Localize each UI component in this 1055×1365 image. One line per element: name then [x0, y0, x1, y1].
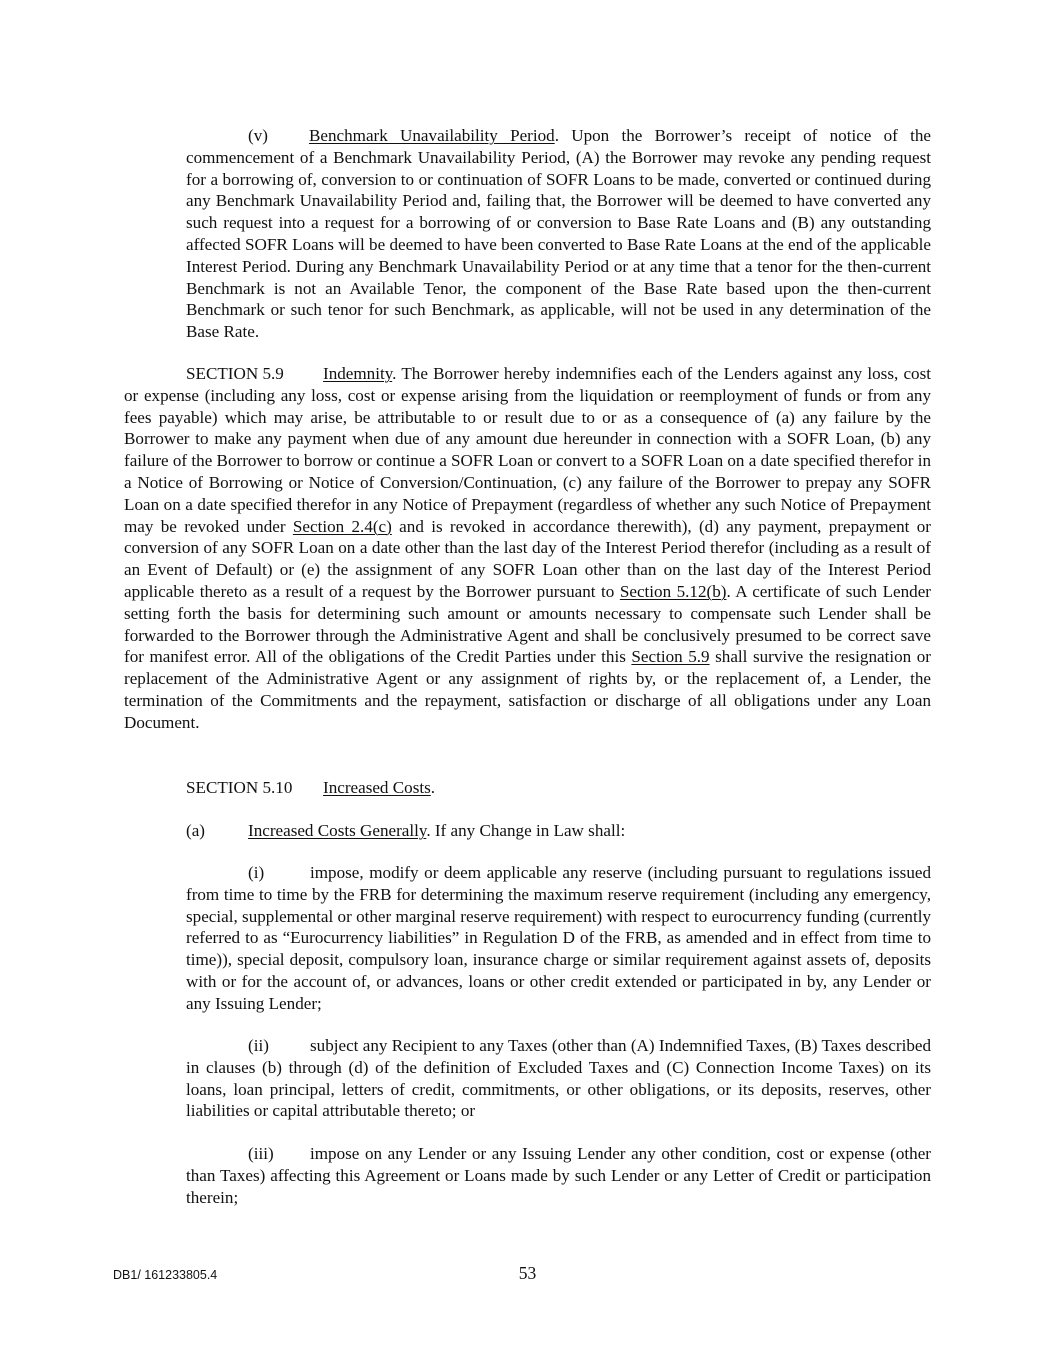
paragraph-label: (ii)	[248, 1036, 269, 1055]
section-label: SECTION 5.9	[186, 364, 284, 383]
paragraph-v	[186, 125, 931, 343]
section-text: . A certificate of such Lender setting forth the basis for determining such amount or amounts necessary to compensate such Lender shall be forwarded to the Borrower through the Administrative Agent and shall be conclusively presumed to be correct save for manifest error. All of the obligations of the Credit Parties under this	[124, 581, 931, 667]
section-text: and is revoked in accordance therewith), (d) any payment, prepayment or conversion of any SOFR Loan on a date other than the last day of the Interest Period therefor (including as a result of an Event of Default) or (e) the assignment of any SOFR Loan other than on the last day of the Interest Period applicable thereto as a result of a request by the Borrower pursuant to	[124, 516, 932, 601]
paragraph-text: impose on any Lender or any Issuing Lender any other condition, cost or expense (other than Taxes) affecting this Agreement or Loans made by such Lender or any Letter of Credit or participation therein;	[186, 1144, 931, 1207]
paragraph-ii	[186, 1035, 931, 1122]
paragraph-label: (i)	[248, 863, 265, 882]
section-text: shall survive the resignation or replacement of the Administrative Agent or any assignment of rights by, or the replacement of, a Lender, the termination of the Commitments and the repayment, satisfaction or discharge of all obligations under any Loan Document.	[124, 647, 931, 732]
paragraph-title: Increased Costs Generally	[248, 821, 427, 840]
section-title-period: .	[430, 778, 436, 797]
cross-reference: Section 2.4(c)	[292, 516, 392, 536]
paragraph-a	[186, 820, 625, 842]
document-id: DB1/ 161233805.4	[113, 1268, 218, 1282]
section-title: Increased Costs	[323, 778, 431, 797]
paragraph-text: . Upon the Borrower’s receipt of notice of the commencement of a Benchmark Unavailability Period, (A) the Borrower may revoke any pending request for a borrowing of, conversion to or continuation of SOFR Loans to be made, converted or continued during any Benchmark Unavailability Period and, failing that, the Borrower will be deemed to have converted any such request into a request for a borrowing of or conversion to Base Rate Loans and (B) any outstanding affected SOFR Loans will be deemed to have been converted to Base Rate Loans at the end of the applicable Interest Period. During any Benchmark Unavailability Period or at any time that a tenor for the then-current Benchmark is not an Available Tenor, the component of the Base Rate based upon the then-current Benchmark or such tenor for such Benchmark, as applicable, will not be used in any determination of the Base Rate.	[186, 126, 931, 342]
paragraph-i	[186, 862, 931, 1015]
paragraph-iii	[186, 1143, 931, 1208]
section-5-9	[124, 363, 931, 734]
paragraph-text: impose, modify or deem applicable any reserve (including pursuant to regulations issued from time to time by the FRB for determining the maximum reserve requirement (including any emergency, special, supplemental or other marginal reserve requirement) with respect to eurocurrency funding (currently referred to as “Eurocurrency liabilities” in Regulation D of the FRB, as amended and in effect from time to time)), special deposit, compulsory loan, insurance charge or similar requirement against assets of, deposits with or for the account of, or advances, loans or other credit extended or participated in by, any Lender or any Issuing Lender;	[186, 863, 931, 1013]
section-label: SECTION 5.10	[186, 778, 293, 797]
paragraph-label: (iii)	[248, 1144, 274, 1163]
section-title: Indemnity	[323, 364, 393, 383]
paragraph-title: Benchmark Unavailability Period	[309, 126, 555, 145]
paragraph-label: (a)	[186, 821, 205, 840]
page-number: 53	[518, 1263, 537, 1283]
cross-reference: Section 5.9	[631, 647, 710, 667]
paragraph-label: (v)	[248, 126, 268, 145]
section-5-10-heading	[186, 777, 435, 799]
section-text: . The Borrower hereby indemnifies each of the Lenders against any loss, cost or expense (including any loss, cost or expense arising from the liquidation or reemployment of funds or from any fees payable) which may arise, be attributable to or result due to or as a consequence of (a) any failure by the Borrower to make any payment when due of any amount due hereunder in connection with a SOFR Loan, (b) any failure of the Borrower to borrow or continue a SOFR Loan or convert to a SOFR Loan on a date specified therefor in a Notice of Borrowing or Notice of Conversion/Continuation, (c) any failure of the Borrower to prepay any SOFR Loan on a date specified therefor in any Notice of Prepayment (regardless of whether any such Notice of Prepayment may be revoked under	[124, 364, 931, 536]
paragraph-text: . If any Change in Law shall:	[426, 821, 626, 840]
cross-reference: Section 5.12(b)	[619, 581, 727, 601]
paragraph-text: subject any Recipient to any Taxes (other than (A) Indemnified Taxes, (B) Taxes described in clauses (b) through (d) of the definition of Excluded Taxes and (C) Connection Income Taxes) on its loans, loan principal, letters of credit, commitments, or other obligations, or its deposits, reserves, other liabilities or capital attributable thereto; or	[186, 1036, 931, 1121]
